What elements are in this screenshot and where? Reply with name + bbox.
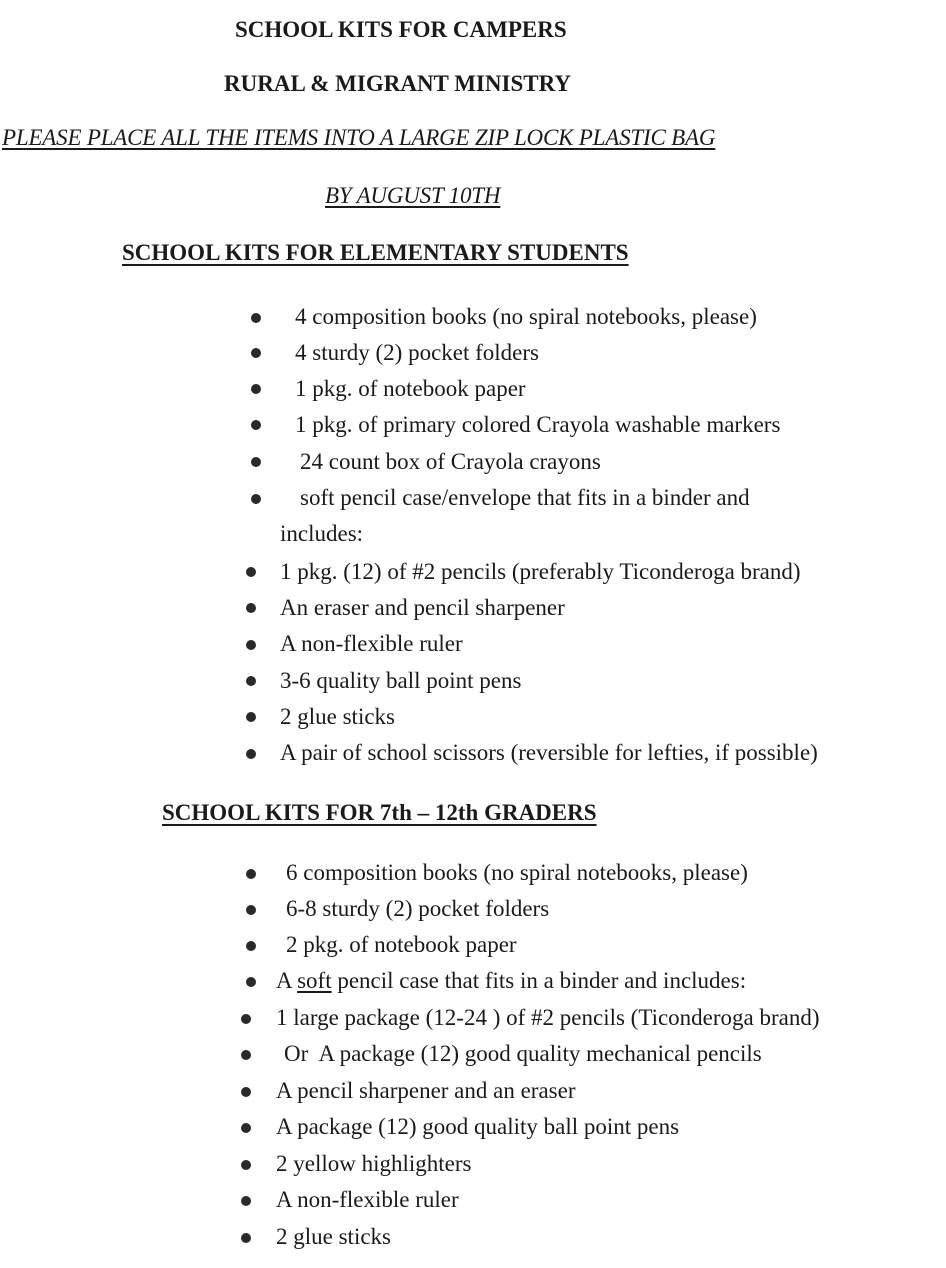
list-item: 6 composition books (no spiral notebooks, please) [286,860,748,885]
bullet-icon [241,1123,251,1133]
list-item: An eraser and pencil sharpener [280,595,565,620]
bullet-icon [241,1196,251,1206]
bullet-icon [241,1087,251,1097]
bullet-icon [241,1160,251,1170]
list-item-continuation: includes: [280,521,364,546]
list-item: 1 pkg. of primary colored Crayola washable markers [295,412,781,437]
list-item: 24 count box of Crayola crayons [300,449,601,474]
list-item: 2 glue sticks [280,704,395,729]
bullet-icon [251,494,261,504]
section-heading-secondary: SCHOOL KITS FOR 7th – 12th GRADERS [162,800,597,825]
list-item-prefix: A [276,968,298,993]
list-item: A package (12) good quality ball point pens [276,1114,680,1139]
list-item: 6-8 sturdy (2) pocket folders [286,896,550,921]
bullet-icon [251,457,261,467]
list-item: 4 composition books (no spiral notebooks, please) [295,304,757,329]
list-item: 2 pkg. of notebook paper [286,932,517,957]
list-item: 4 sturdy (2) pocket folders [295,340,539,365]
bullet-icon [251,313,261,323]
bullet-icon [251,384,261,394]
bullet-icon [246,869,256,879]
bullet-icon [246,603,256,613]
bullet-icon [246,905,256,915]
list-item: 2 glue sticks [276,1224,391,1249]
bullet-icon [246,676,256,686]
list-item [276,969,746,992]
bullet-icon [251,348,261,358]
list-item: A non-flexible ruler [280,631,463,656]
deadline: BY AUGUST 10TH [325,183,501,208]
bullet-icon [246,941,256,951]
list-item: 1 large package (12-24 ) of #2 pencils (Ticonderoga brand) [276,1005,820,1030]
list-item: soft pencil case/envelope that fits in a binder and [300,485,750,510]
list-item-suffix: pencil case that fits in a binder and includes: [331,968,747,993]
bullet-icon [246,977,256,987]
list-item: 1 pkg. of notebook paper [295,376,526,401]
list-item: 3-6 quality ball point pens [280,668,522,693]
list-item: 2 yellow highlighters [276,1151,472,1176]
bullet-icon [246,567,256,577]
packing-instruction: PLEASE PLACE ALL THE ITEMS INTO A LARGE ZIP LOCK PLASTIC BAG [2,125,716,150]
document-title: SCHOOL KITS FOR CAMPERS [235,17,567,42]
bullet-icon [241,1014,251,1024]
list-item: A pencil sharpener and an eraser [276,1078,576,1103]
section-heading-elementary: SCHOOL KITS FOR ELEMENTARY STUDENTS [122,240,629,265]
bullet-icon [251,420,261,430]
bullet-icon [241,1233,251,1243]
list-item: Or A package (12) good quality mechanical pencils [284,1041,762,1066]
bullet-icon [246,712,256,722]
bullet-icon [241,1050,251,1060]
organization-name: RURAL & MIGRANT MINISTRY [224,71,571,96]
list-item: A non-flexible ruler [276,1187,459,1212]
bullet-icon [246,749,256,759]
emphasis-soft: soft [297,968,332,993]
list-item: 1 pkg. (12) of #2 pencils (preferably Ticonderoga brand) [280,559,801,584]
list-item: A pair of school scissors (reversible for lefties, if possible) [280,740,818,765]
bullet-icon [246,640,256,650]
